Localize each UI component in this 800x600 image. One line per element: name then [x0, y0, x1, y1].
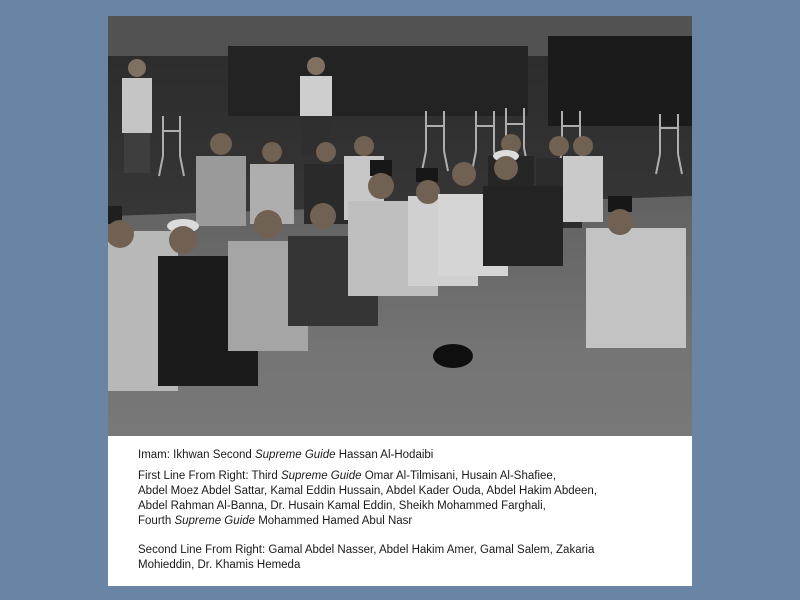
imam-line	[138, 448, 433, 463]
first-line-row-3: Abdel Rahman Al-Banna, Dr. Husain Kamal Eddin, Sheikh Mohammed Farghali,	[138, 500, 546, 512]
second-line-row-2: Mohieddin, Dr. Khamis Hemeda	[138, 559, 301, 571]
first-line-block	[138, 469, 678, 529]
first-line-rest: Omar Al-Tilmisani, Husain Al-Shafiee,	[364, 470, 557, 482]
second-line-row-1: Second Line From Right: Gamal Abdel Nasser, Abdel Hakim Amer, Gamal Salem, Zakaria	[138, 544, 595, 556]
document-card	[108, 16, 692, 586]
fourth-title: Supreme Guide	[174, 515, 255, 527]
imam-name: Hassan Al-Hodaibi	[338, 449, 434, 461]
first-line-row-1	[138, 469, 678, 484]
first-line-row-2: Abdel Moez Abdel Sattar, Kamal Eddin Hussain, Abdel Kader Ouda, Abdel Hakim Abdeen,	[138, 485, 598, 497]
first-line-title: Supreme Guide	[280, 470, 362, 482]
fourth-name: Mohammed Hamed Abul Nasr	[258, 515, 413, 527]
imam-title: Supreme Guide	[254, 449, 336, 461]
first-line-prefix: First Line From Right: Third	[138, 470, 278, 482]
imam-prefix: Imam: Ikhwan Second	[138, 449, 252, 461]
fourth-prefix: Fourth	[138, 515, 172, 527]
historical-photograph	[108, 16, 692, 436]
photo-caption	[108, 436, 692, 586]
second-line-block	[138, 543, 678, 573]
first-line-row-4	[138, 514, 678, 529]
